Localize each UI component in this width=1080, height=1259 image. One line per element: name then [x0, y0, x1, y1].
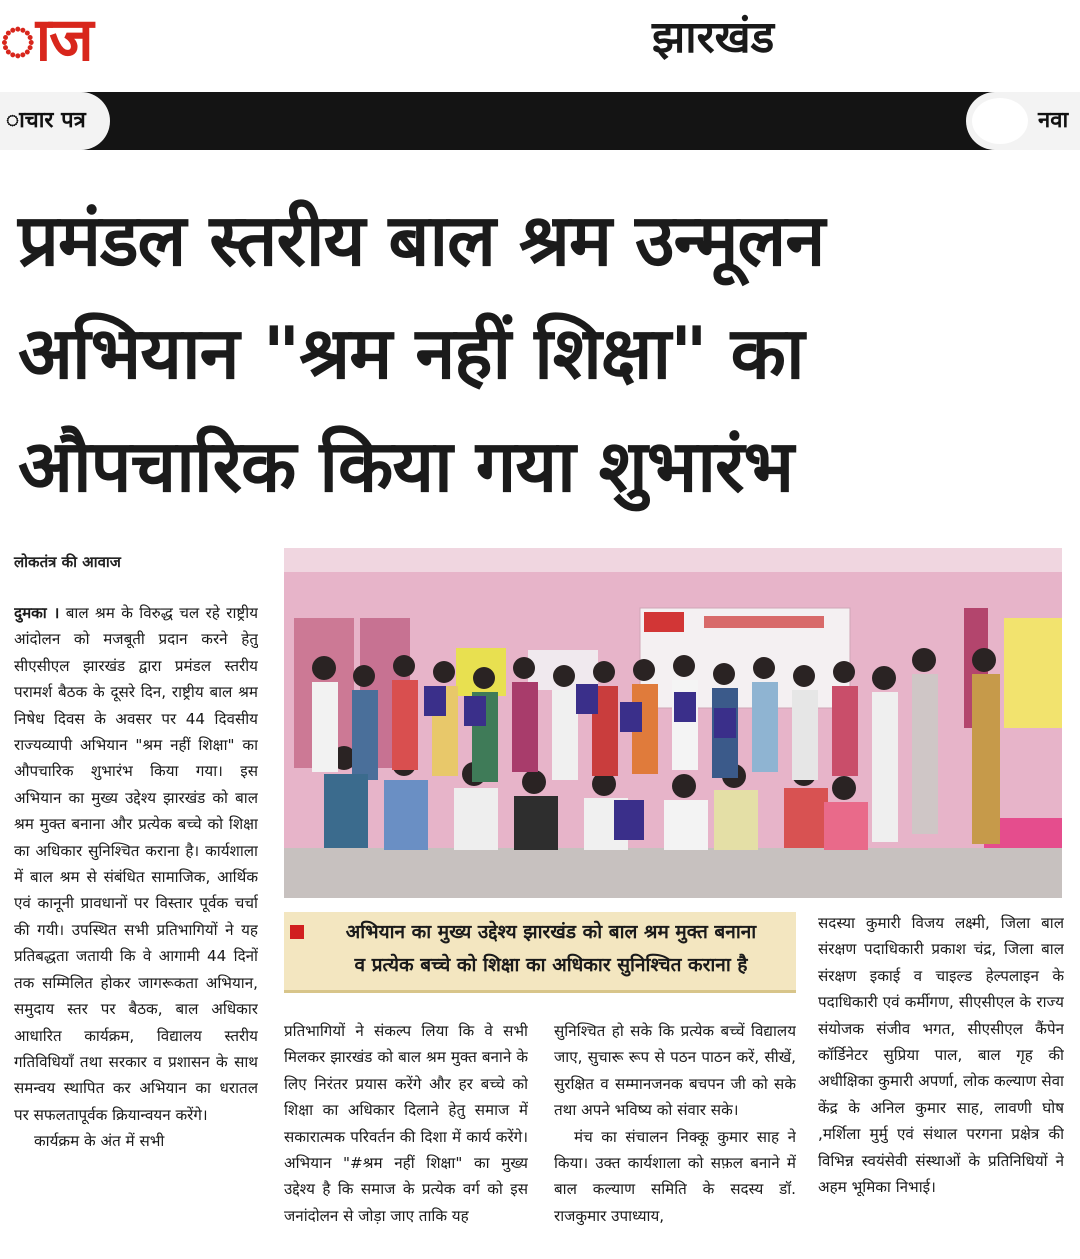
dateline: दुमका । — [14, 604, 60, 622]
masthead-bar — [0, 92, 1080, 150]
headline — [18, 184, 1068, 523]
article-col3-text: सुनिश्चित हो सके कि प्रत्येक बच्चें विद्यालय जाए, सुचारू रूप से पठन पाठन करें, सीखें, सुरक्षित व सम्मानजनक बचपन जी को सके तथा अपने भविष्य को संवार सके। — [554, 1022, 796, 1120]
masthead-tagline: ाचार पत्र — [0, 92, 110, 150]
headline-line-1: प्रमंडल स्तरीय बाल श्रम उन्मूलन — [18, 198, 825, 282]
article-col4-text: सदस्या कुमारी विजय लक्ष्मी, जिला बाल संरक्षण पदाधिकारी प्रकाश चंद्र, जिला बाल संरक्षण इकाई व चाइल्ड हेल्पलाइन के पदाधिकारी एवं कर्मीगण, सीएसीएल के राज्य संयोजक संजीव भगत, सीएसीएल कैंपेन कॉर्डिनेटर सुप्रिया पाल, बाल गृह की अधीक्षिका कुमारी अपर्णा, लोक कल्याण सेवा केंद्र के अनिल कुमार साह, लावणी घोष ,मर्शिला मुर्मु एवं संथाल परगना प्रक्षेत्र की विभिन्न स्वयंसेवी संस्थाओं के प्रतिनिधियों ने अहम भूमिका निभाई। — [818, 914, 1064, 1197]
article-column-2 — [284, 1018, 528, 1254]
article-col1-tail: कार्यक्रम के अंत में सभी — [34, 1132, 165, 1151]
group-photo-illustration — [284, 548, 1062, 898]
byline: लोकतंत्र की आवाज — [14, 553, 121, 571]
headline-line-3: औपचारिक किया गया शुभारंभ — [18, 424, 794, 508]
masthead-state-label: झारखंड — [652, 12, 775, 63]
masthead-edition-label: नवा — [966, 92, 1080, 150]
article-col3-text-2: मंच का संचालन निक्कू कुमार साह ने किया। उक्त कार्यशाला को सफ़ल बनाने में बाल कल्याण समिति के सदस्य डॉ. राजकुमार उपाध्याय, — [554, 1127, 796, 1225]
article-column-4 — [818, 910, 1064, 1254]
bullet-square-icon — [290, 925, 304, 939]
masthead-circle-ornament — [972, 98, 1028, 144]
pull-quote — [284, 912, 796, 993]
article-col2-text: प्रतिभागियों ने संकल्प लिया कि वे सभी मिलकर झारखंड को बाल श्रम मुक्त बनाने के लिए निरंतर प्रयास करेंगे और हर बच्चे को शिक्षा का अधिकार दिलाने हेतु समाज में सकारात्मक परिवर्तन की दिशा में कार्य करेंगे। अभियान "#श्रम नहीं शिक्षा" का मुख्य उद्देश्य है कि समाज के प्रत्येक वर्ग को इस जनांदोलन से जोड़ा जाए ताकि यह — [284, 1022, 528, 1225]
headline-line-2: अभियान "श्रम नहीं शिक्षा" का — [18, 311, 804, 395]
pull-quote-line-2: व प्रत्येक बच्चे को शिक्षा का अधिकार सुनिश्चित कराना है — [354, 954, 748, 976]
group-photo — [284, 548, 1062, 898]
article-column-1 — [14, 600, 258, 1250]
pull-quote-line-1: अभियान का मुख्य उद्देश्य झारखंड को बाल श्रम मुक्त बनाना — [345, 921, 757, 943]
article-col1-text: बाल श्रम के विरुद्ध चल रहे राष्ट्रीय आंदोलन को मजबूती प्रदान करने हेतु सीएसीएल झारखंड द्वारा प्रमंडल स्तरीय परामर्श बैठक के दूसरे दिन, राष्ट्रीय बाल श्रम निषेध दिवस के अवसर पर 44 दिवसीय राज्यव्यापी अभियान "श्रम नहीं शिक्षा" का औपचारिक शुभारंभ किया गया। इस अभियान का मुख्य उद्देश्य झारखंड को बाल श्रम मुक्त बनाना और प्रत्येक बच्चे को शिक्षा का अधिकार सुनिश्चित कराना है। कार्यशाला में बाल श्रम से संबंधित सामाजिक, आर्थिक एवं कानूनी प्रावधानों पर विस्तार पूर्वक चर्चा की गयी। उपस्थित सभी प्रतिभागियों ने यह प्रतिबद्धता जतायी कि वे आगामी 44 दिनों तक सम्मिलित होकर जागरूकता अभियान, समुदाय स्तर पर बैठक, बाल अधिकार आधारित कार्यक्रम, विद्यालय स्तरीय गतिविधियाँ तथा सरकार व प्रशासन के साथ समन्वय स्थापित कर अभियान का धरातल पर सफलतापूर्वक क्रियान्वयन करेंगे। — [14, 604, 258, 1124]
article-column-3 — [554, 1018, 796, 1254]
pull-quote-text — [310, 916, 792, 982]
masthead-name-fragment: ाज — [0, 5, 92, 75]
